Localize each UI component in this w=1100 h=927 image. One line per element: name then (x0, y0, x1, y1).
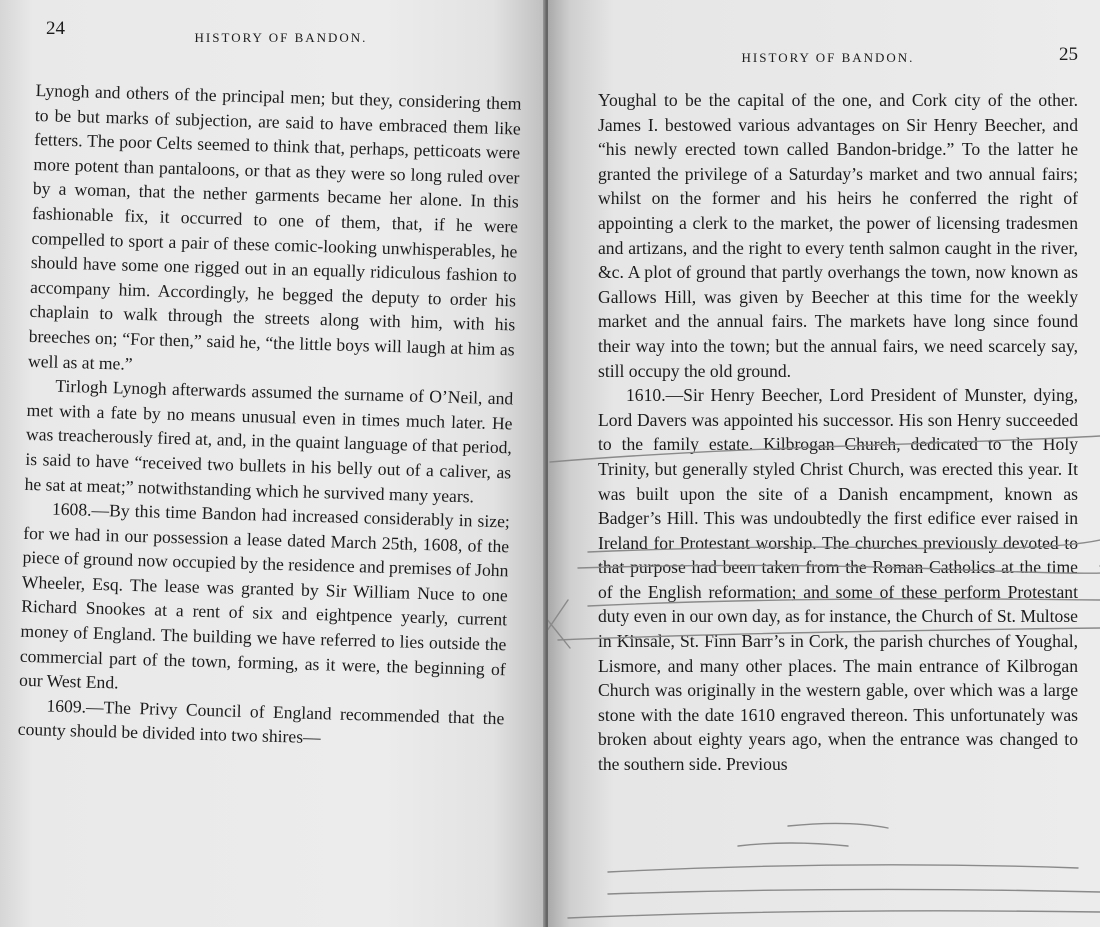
pencil-underline (738, 843, 848, 846)
left-running-head-title: HISTORY OF BANDON. (194, 30, 368, 45)
pencil-underline (608, 889, 1100, 894)
left-paragraph-4: 1609.—The Privy Council of England recommended that the county should be divided into two shires— (17, 695, 505, 748)
left-paragraph-3: 1608.—By this time Bandon had increased considerably in size; for we had in our possession a lease dated March 25th, 1608, of the piece of ground now occupied by the residence and premises of John Wheeler, Esq. The lease was granted by Sir William Nuce to one Richard Snookes at a rent of six and eightpence yearly, current money of England. The building we have referred to lies outside the commercial part of the town, forming, as it were, the beginning of our West End. (18, 498, 511, 693)
pencil-underline (788, 823, 888, 828)
left-paragraph-1: Lynogh and others of the principal men; but they, considering them to be but marks of subjection, are said to have embraced them like fetters. The poor Celts seemed to think that, perhaps, petticoats were more potent than pantaloons, or that as they were so long ruled over by a woman, that the nether garments became her alone. In this fashionable fix, it occurred to one of them, that, if he were compelled to sport a pair of these comic-looking unwhisperables, he should have some one rigged out in an equally ridiculous fashion to accompany him. Accordingly, he begged the deputy to order his chaplain to walk through the streets along with him, with his breeches on; “For then,” said he, “the little boys will laugh at him as well as at me.” (27, 79, 522, 374)
right-paragraph-2: 1610.—Sir Henry Beecher, Lord President of Munster, dying, Lord Davers was appointed his successor. His son Henry succeeded to the family estate. Kilbrogan Church, dedicated to the Holy Trinity, but generally styled Christ Church, was erected this year. It was built upon the site of a Danish encampment, known as Badger’s Hill. This was undoubtedly the first edifice ever raised in Ireland for Protestant worship. The churches previously devoted to that purpose had been taken from the Roman Catholics at the time of the English reformation; and some of these perform Protestant duty even in our own day, as for instance, the Church of St. Multose in Kinsale, St. Finn Barr’s in Cork, the parish churches of Youghal, Lismore, and many other places. The main entrance of Kilbrogan Church was originally in the western gable, over which was a large stone with the date 1610 engraved thereon. This unfortunately was broken about eighty years ago, when the entrance was changed to the southern side. Previous (598, 385, 1078, 775)
left-page-number: 24 (46, 18, 65, 39)
right-page (548, 0, 1100, 927)
pencil-underline (608, 865, 1078, 872)
left-paragraph-2: Tirlogh Lynogh afterwards assumed the surname of O’Neil, and met with a fate by no means unusual even in times much later. He was treacherously fired at, and, in the quaint language of that period, is said to have “received two bullets in his belly out of a caliver, as he sat at meat;” notwithstanding which he survived many years. (24, 375, 514, 506)
right-body-text (598, 88, 1078, 777)
right-page-number: 25 (1059, 44, 1078, 65)
right-running-head (598, 42, 1078, 64)
left-page (0, 0, 548, 927)
left-running-head (36, 18, 526, 45)
right-running-head-title: HISTORY OF BANDON. (741, 50, 915, 65)
right-paragraph-1: Youghal to be the capital of the one, and Cork city of the other. James I. bestowed various advantages on Sir Henry Beecher, and “his newly erected town called Bandon-bridge.” To the latter he granted the privilege of a Saturday’s market and two annual fairs; whilst on the former and his heirs he conferred the right of appointing a clerk to the market, the power of licensing tradesmen and artizans, and the right to every tenth salmon caught in the river, &c. A plot of ground that partly overhangs the town, now known as Gallows Hill, was given by Beecher at this time for the weekly market and the annual fairs. The markets have long since found their way into the town; but the annual fairs, we need scarcely say, still occupy the old ground. (598, 90, 1078, 381)
left-body-text (17, 78, 521, 755)
pencil-cross-mark (548, 598, 570, 650)
pencil-underline (568, 911, 1100, 918)
